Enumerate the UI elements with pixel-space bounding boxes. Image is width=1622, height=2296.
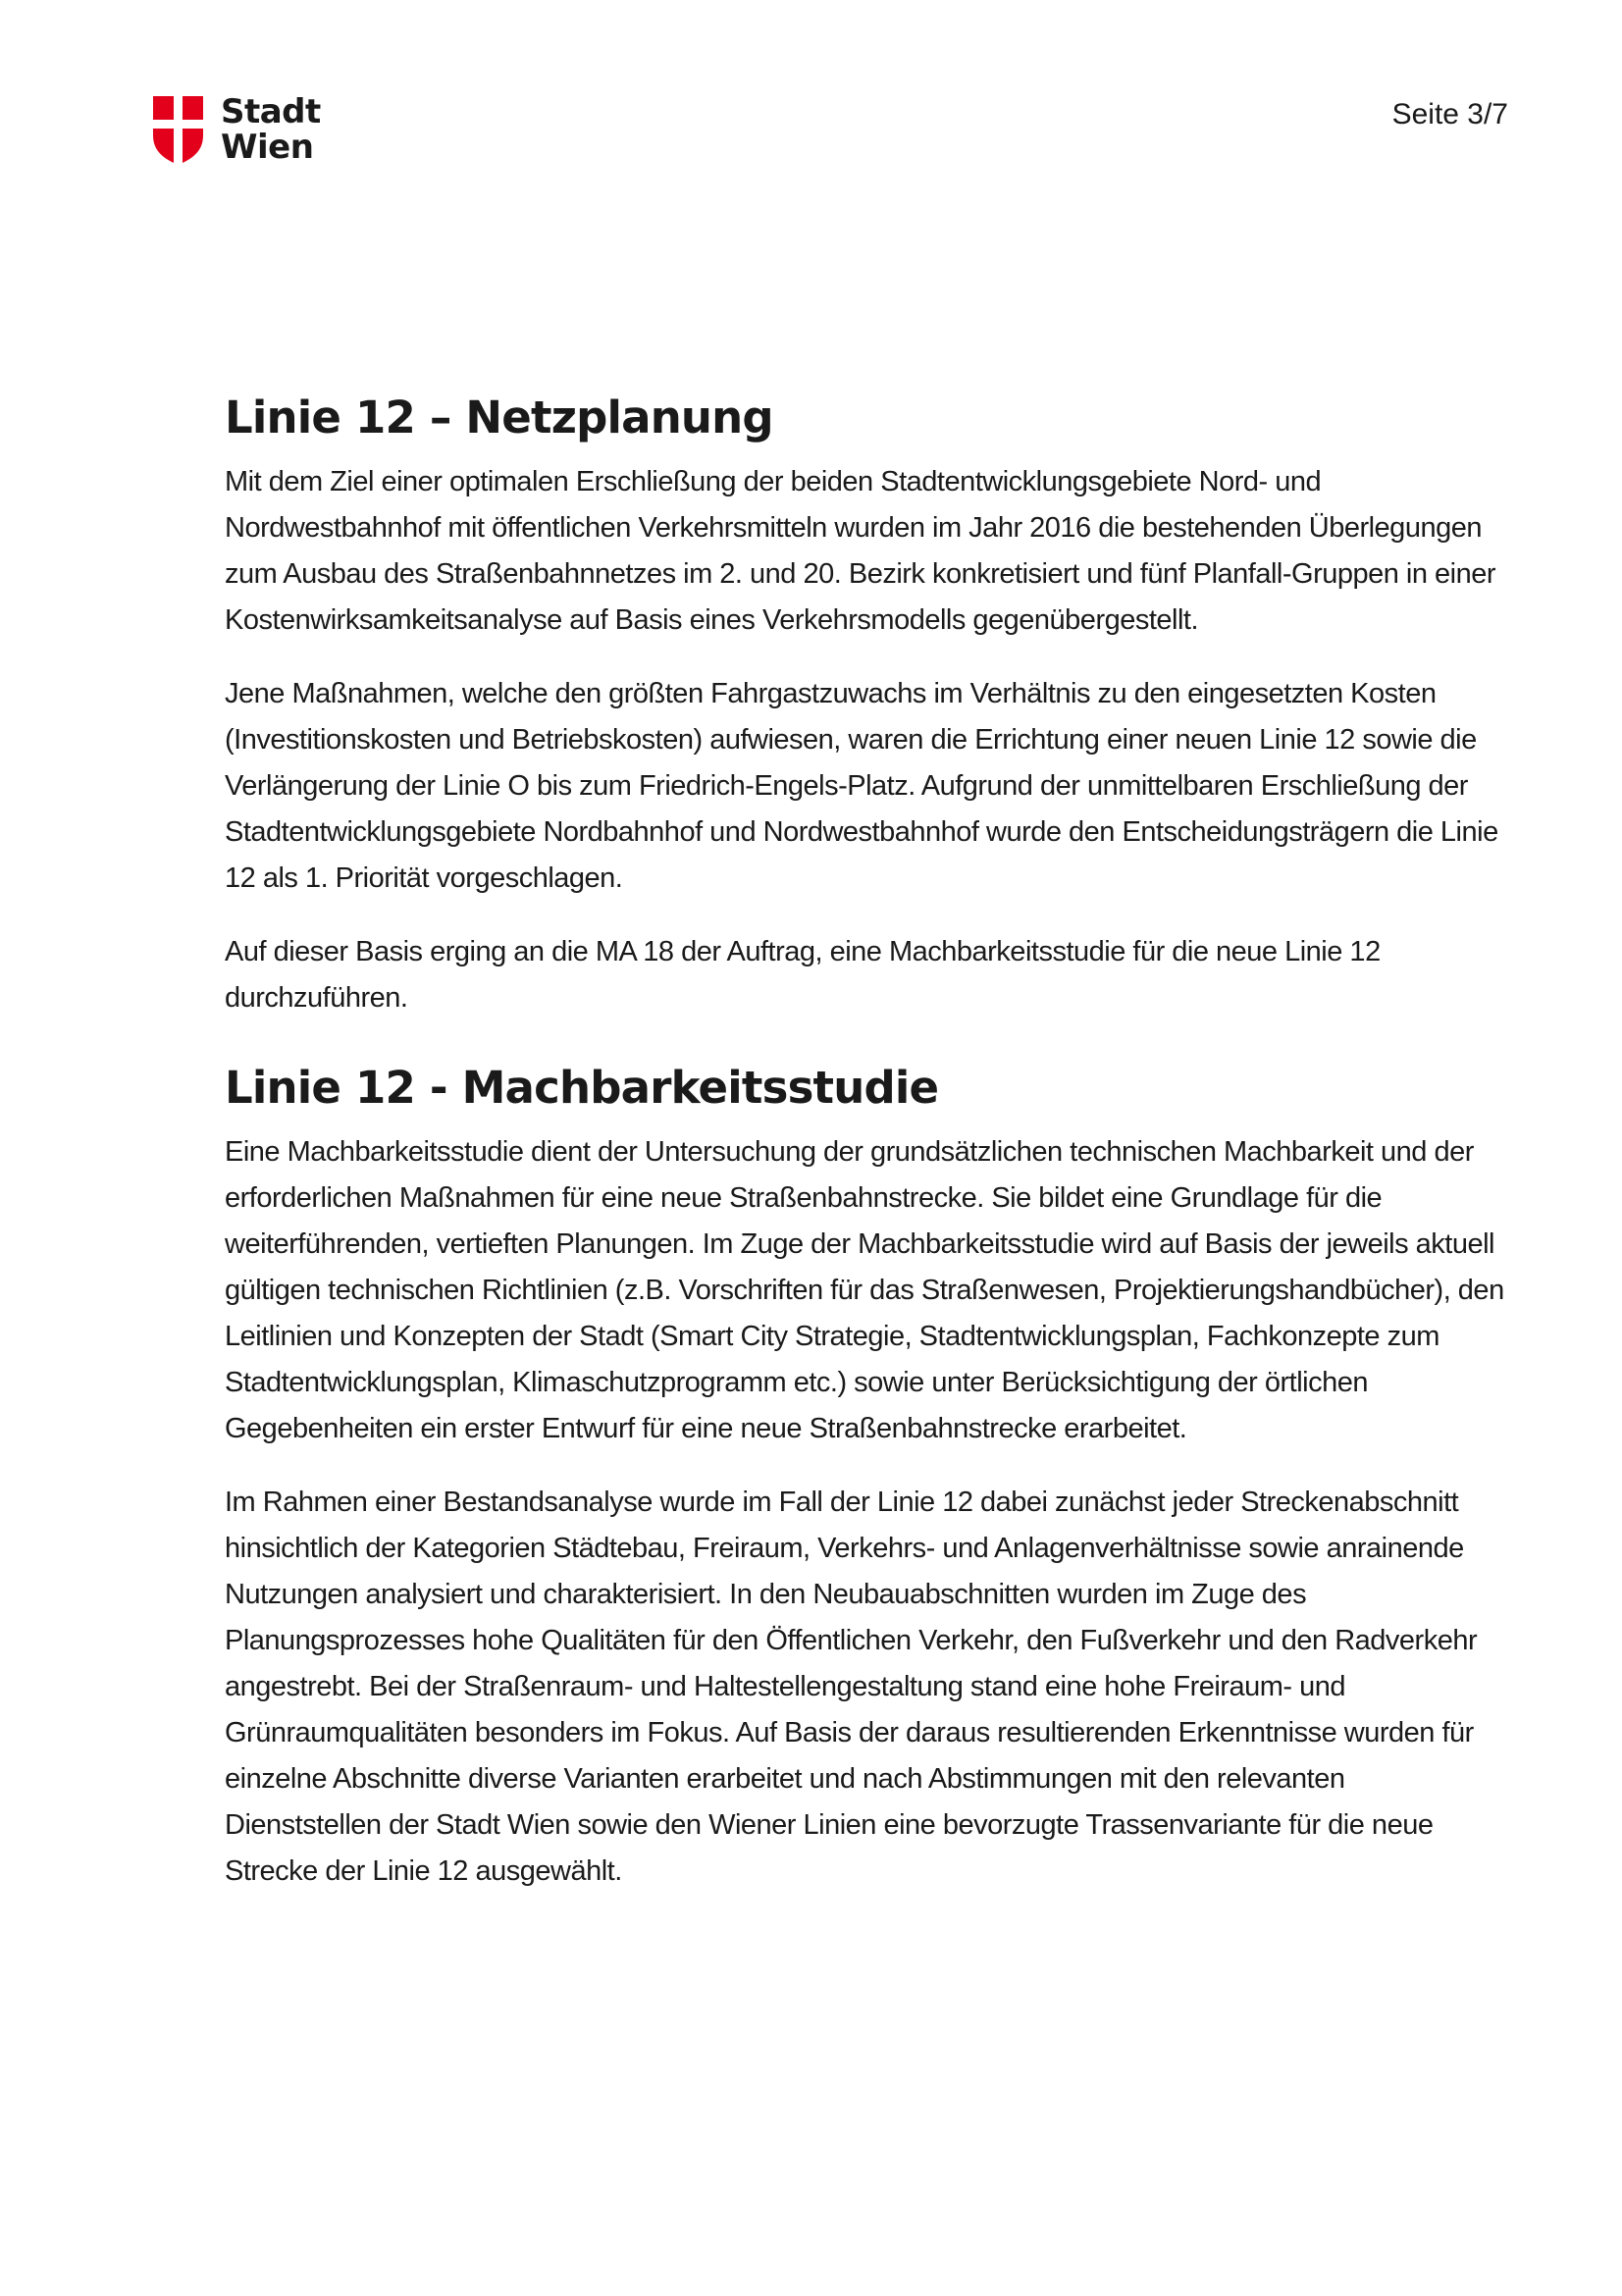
logo-wordmark — [221, 94, 321, 165]
document-body — [225, 391, 1505, 1922]
vienna-coat-of-arms-icon — [153, 96, 203, 165]
paragraph: Auf dieser Basis erging an die MA 18 der Auftrag, eine Machbarkeitsstudie für die neue Linie 12 durchzuführen. — [225, 936, 1381, 1014]
logo-line-stadt: Stadt — [221, 92, 321, 131]
paragraph: Jene Maßnahmen, welche den größten Fahrgastzuwachs im Verhältnis zu den eingesetzten Kosten (Investitionskosten und Betriebskosten) aufwiesen, waren die Errichtung einer neuen Linie 12 sowie die Verlängerung der Linie O bis zum Friedrich-Engels-Platz. Aufgrund der unmittelbaren Erschließung der Stadtentwicklungsgebiete Nordbahnhof und Nordwestbahnhof wurde den Entscheidungsträgern die Linie 12 als 1. Priorität vorgeschlagen. — [225, 678, 1498, 894]
stadt-wien-logo — [153, 92, 321, 167]
logo-line-wien: Wien — [221, 128, 314, 167]
heading-machbarkeitsstudie: Linie 12 - Machbarkeitsstudie — [225, 1062, 939, 1114]
heading-netzplanung: Linie 12 – Netzplanung — [225, 391, 773, 444]
page-number: Seite 3/7 — [1391, 98, 1508, 130]
paragraph: Eine Machbarkeitsstudie dient der Untersuchung der grundsätzlichen technischen Machbarkeit und der erforderlichen Maßnahmen für eine neue Straßenbahnstrecke. Sie bildet eine Grundlage für die weiterführenden, vertieften Planungen. Im Zuge der Machbarkeitsstudie wird auf Basis der jeweils aktuell gültigen technischen Richtlinien (z.B. Vorschriften für das Straßenwesen, Projektierungshandbücher), den Leitlinien und Konzepten der Stadt (Smart City Strategie, Stadtentwicklungsplan, Fachkonzepte zum Stadtentwicklungsplan, Klimaschutzprogramm etc.) sowie unter Berücksichtigung der örtlichen Gegebenheiten ein erster Entwurf für eine neue Straßenbahnstrecke erarbeitet. — [225, 1136, 1504, 1444]
paragraph: Mit dem Ziel einer optimalen Erschließung der beiden Stadtentwicklungsgebiete Nord- und Nordwestbahnhof mit öffentlichen Verkehrsmitteln wurden im Jahr 2016 die bestehenden Überlegungen zum Ausbau des Straßenbahnnetzes im 2. und 20. Bezirk konkretisiert und fünf Planfall-Gruppen in einer Kostenwirksamkeitsanalyse auf Basis eines Verkehrsmodells gegenübergestellt. — [225, 466, 1496, 636]
paragraph: Im Rahmen einer Bestandsanalyse wurde im Fall der Linie 12 dabei zunächst jeder Streckenabschnitt hinsichtlich der Kategorien Städtebau, Freiraum, Verkehrs- und Anlagenverhältnisse sowie anrainende Nutzungen analysiert und charakterisiert. In den Neubauabschnitten wurden im Zuge des Planungsprozesses hohe Qualitäten für den Öffentlichen Verkehr, den Fußverkehr und den Radverkehr angestrebt. Bei der Straßenraum- und Haltestellengestaltung stand eine hohe Freiraum- und Grünraumqualitäten besonders im Fokus. Auf Basis der daraus resultierenden Erkenntnisse wurden für einzelne Abschnitte diverse Varianten erarbeitet und nach Abstimmungen mit den relevanten Dienststellen der Stadt Wien sowie den Wiener Linien eine bevorzugte Trassenvariante für die neue Strecke der Linie 12 ausgewählt. — [225, 1487, 1478, 1887]
section-netzplanung — [225, 391, 1505, 1021]
section-machbarkeitsstudie — [225, 1061, 1505, 1895]
